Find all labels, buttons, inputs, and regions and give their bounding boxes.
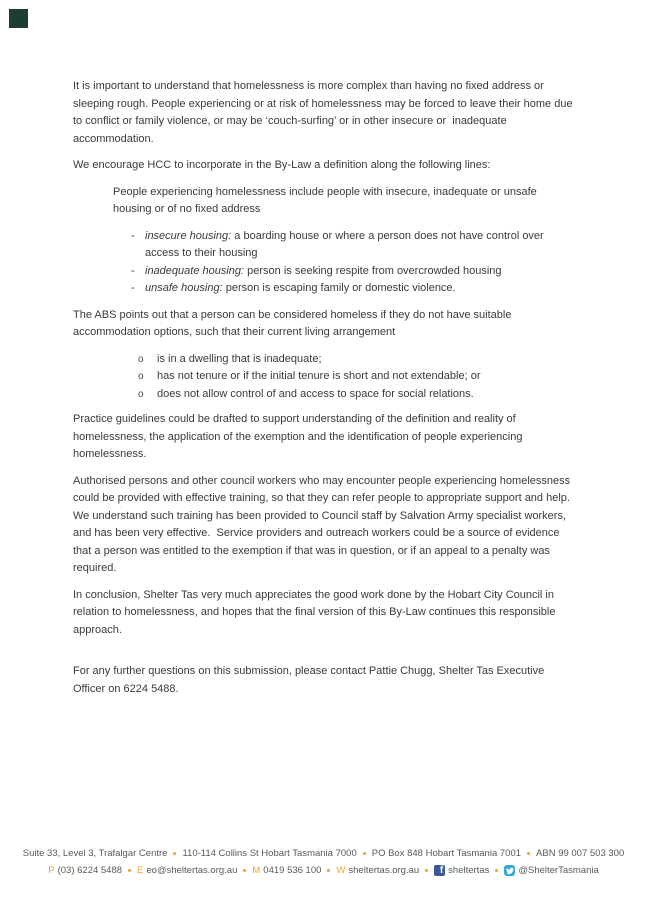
term-definition: person is escaping family or domestic violence. [222,282,456,294]
footer-pobox: PO Box 848 Hobart Tasmania 7001 [371,848,522,859]
separator-dot [425,869,428,872]
circle-bullet: o [138,371,144,382]
mobile-label: M [252,865,261,876]
footer-web: sheltertas.org.au [348,865,420,876]
separator-dot [128,869,131,872]
separator-dot [495,869,498,872]
term-definition: person is seeking respite from overcrowded housing [244,264,502,277]
footer-facebook-handle: sheltertas [448,865,490,876]
phone-label: P [48,865,55,876]
housing-definition-list [131,228,574,298]
list-item [138,368,574,386]
list-item [138,351,574,369]
living-arrangement-list [138,351,574,404]
facebook-icon: f [434,865,445,876]
list-item [131,280,574,298]
list-item [138,386,574,404]
footer-contact-line [0,862,647,879]
separator-dot [243,869,246,872]
footer-mobile: 0419 536 100 [263,865,322,876]
paragraph-conclusion: In conclusion, Shelter Tas very much appreciates the good work done by the Hobart City Council in relation to homelessness, and hopes that the final version of this By-Law continues this responsible approach. [73,588,559,636]
twitter-icon [504,865,515,876]
separator-dot [327,869,330,872]
footer-twitter-handle: @ShelterTasmania [518,865,599,876]
footer-abn: ABN 99 007 503 300 [536,848,625,859]
definition-quote: People experiencing homelessness include people with insecure, inadequate or unsafe housing or of no fixed address [113,185,540,215]
list-item-text: has not tenure or if the initial tenure is short and not extendable; or [157,370,481,382]
term-unsafe-housing: unsafe housing: [145,282,223,294]
circle-bullet: o [138,353,144,365]
paragraph-training: Authorised persons and other council workers who may encounter people experiencing homelessness could be provided with effective training, so that they can refer people to appropriate support and help. We understand such training has been provided to Council staff by Salvation Army specialist workers, and has been very effective. Service providers and outreach workers could be a source of evidence that a person was entitled to the exemption if that was in question, or if an appeal to a penalty was required. [73,474,574,574]
paragraph-abs: The ABS points out that a person can be considered homeless if they do not have suitable accommodation options, such that their current living arrangement [73,308,515,338]
separator-dot [527,852,530,855]
web-label: W [336,865,346,876]
letter-body [73,78,574,707]
dash-bullet: - [131,282,135,294]
dash-bullet: - [131,264,135,277]
paragraph-encourage: We encourage HCC to incorporate in the By-Law a definition along the following lines: [73,159,491,171]
corner-mark [9,9,28,28]
footer-street: 110-114 Collins St Hobart Tasmania 7000 [182,848,357,859]
footer-phone: (03) 6224 5488 [57,865,123,876]
term-inadequate-housing: inadequate housing: [145,264,245,277]
list-item [131,228,574,263]
dash-bullet: - [131,229,135,242]
list-item-text: does not allow control of and access to space for social relations. [157,387,474,400]
footer-suite: Suite 33, Level 3, Trafalgar Centre [22,848,168,859]
separator-dot [173,852,176,855]
paragraph-practice-guidelines: Practice guidelines could be drafted to support understanding of the definition and reality of homelessness, the application of the exemption and the identification of people experiencing homelessness. [73,413,526,460]
email-label: E [137,865,144,876]
letterhead-footer [0,845,647,879]
term-definition: a boarding house or where a person does not have control over access to their housing [145,229,547,259]
list-item-text: is in a dwelling that is inadequate; [157,352,322,365]
paragraph-contact: For any further questions on this submission, please contact Pattie Chugg, Shelter Tas Executive Officer on 6224 5488. [73,665,548,695]
term-insecure-housing: insecure housing: [145,229,232,242]
footer-address-line [0,845,647,862]
circle-bullet: o [138,388,144,400]
footer-email: eo@sheltertas.org.au [146,865,238,876]
paragraph-intro: It is important to understand that homelessness is more complex than having no fixed address or sleeping rough. People experiencing or at risk of homelessness may be forced to leave their home due to conflict or family violence, or may be ‘couch-surfing’ or in other insecure or inadequate accommodation. [73,80,576,145]
separator-dot [363,852,366,855]
list-item [131,263,574,281]
